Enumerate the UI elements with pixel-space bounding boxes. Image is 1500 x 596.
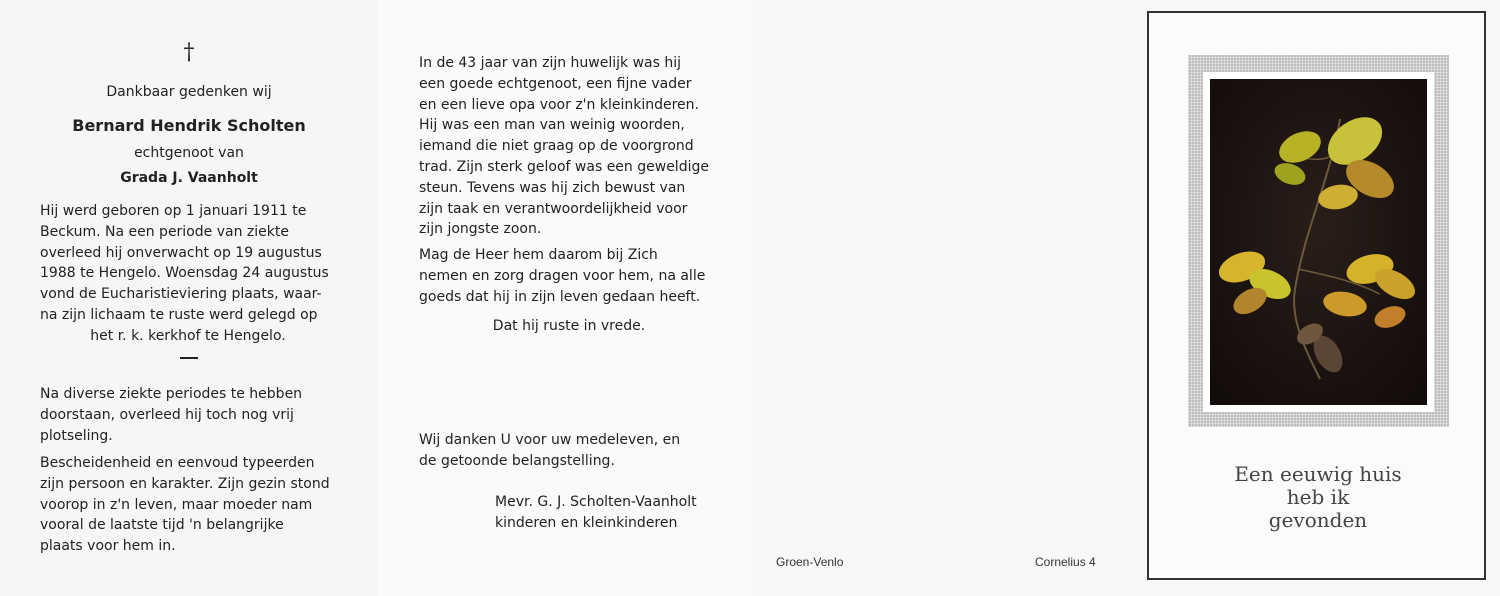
text-line: voorop in z'n leven, maar moeder nam xyxy=(40,496,313,513)
picture-mat xyxy=(1203,72,1434,412)
text-line: plotseling. xyxy=(40,427,113,444)
back-page xyxy=(750,0,1134,596)
oak-leaves-illustration xyxy=(1210,79,1427,405)
intro-text: Dankbaar gedenken wij xyxy=(106,84,272,100)
text-line: nemen en zorg dragen voor hem, na alle xyxy=(419,267,706,284)
text-line: steun. Tevens was hij zich bewust van xyxy=(419,179,686,196)
bio-line: overleed hij onverwacht op 19 augustus xyxy=(40,244,322,261)
bio-line: het r. k. kerkhof te Hengelo. xyxy=(90,327,286,344)
character-paragraph xyxy=(40,453,336,557)
publisher-label: Groen-Venlo xyxy=(776,555,844,569)
text-line: en een lieve opa voor z'n kleinkinderen. xyxy=(419,96,699,113)
bio-line: Hij werd geboren op 1 januari 1911 te xyxy=(40,203,307,219)
text-line: Na diverse ziekte periodes te hebben xyxy=(40,386,303,402)
signature-block xyxy=(495,492,735,534)
biography-paragraph xyxy=(40,201,336,347)
prayer-paragraph xyxy=(419,245,714,307)
text-line: vooral de laatste tijd 'n belangrijke xyxy=(40,517,284,534)
text-line: de getoonde belangstelling. xyxy=(419,452,615,469)
signature-line: kinderen en kleinkinderen xyxy=(495,514,678,531)
picture-frame xyxy=(1188,55,1449,427)
text-line: Wij danken U voor uw medeleven, en xyxy=(419,432,681,448)
text-line: doorstaan, overleed hij toch nog vrij xyxy=(40,406,294,423)
motto-line: gevonden xyxy=(1268,508,1368,532)
text-line: In de 43 jaar van zijn huwelijk was hij xyxy=(419,55,682,71)
marriage-paragraph xyxy=(419,53,714,240)
bio-line: 1988 te Hengelo. Woensdag 24 augustus xyxy=(40,265,329,282)
text-line: zijn taak en verantwoordelijkheid voor xyxy=(419,200,688,217)
thanks-paragraph xyxy=(419,430,714,472)
motto-line: Een eeuwig huis xyxy=(1234,462,1402,486)
cross-symbol: † xyxy=(183,40,195,65)
relation-text: echtgenoot van xyxy=(134,145,244,161)
text-line: Mag de Heer hem daarom bij Zich xyxy=(419,247,658,263)
text-line: iemand die niet graag op de voorgrond xyxy=(419,138,694,155)
oak-leaves-photo xyxy=(1210,79,1427,405)
series-label: Cornelius 4 xyxy=(1035,555,1096,569)
text-line: een goede echtgenoot, een fijne vader xyxy=(419,75,692,92)
signature-line: Mevr. G. J. Scholten-Vaanholt xyxy=(495,494,697,510)
rest-in-peace-text: Dat hij ruste in vrede. xyxy=(492,318,646,334)
spouse-name: Grada J. Vaanholt xyxy=(120,170,258,186)
text-line: zijn jongste zoon. xyxy=(419,221,542,238)
text-line: zijn persoon en karakter. Zijn gezin stond xyxy=(40,475,330,492)
motto-line: heb ik xyxy=(1286,485,1350,509)
bio-line: na zijn lichaam te ruste werd gelegd op xyxy=(40,306,318,323)
text-line: Hij was een man van weinig woorden, xyxy=(419,117,685,134)
bio-line: vond de Eucharistieviering plaats, waar- xyxy=(40,286,322,303)
text-line: trad. Zijn sterk geloof was een geweldige xyxy=(419,158,709,175)
text-line: plaats voor hem in. xyxy=(40,538,176,555)
text-line: Bescheidenheid en eenvoud typeerden xyxy=(40,455,315,471)
bio-line: Beckum. Na een periode van ziekte xyxy=(40,223,289,240)
divider-dash xyxy=(180,357,198,359)
text-line: goeds dat hij in zijn leven gedaan heeft. xyxy=(419,288,701,305)
deceased-name: Bernard Hendrik Scholten xyxy=(72,116,306,135)
illness-paragraph xyxy=(40,384,336,446)
